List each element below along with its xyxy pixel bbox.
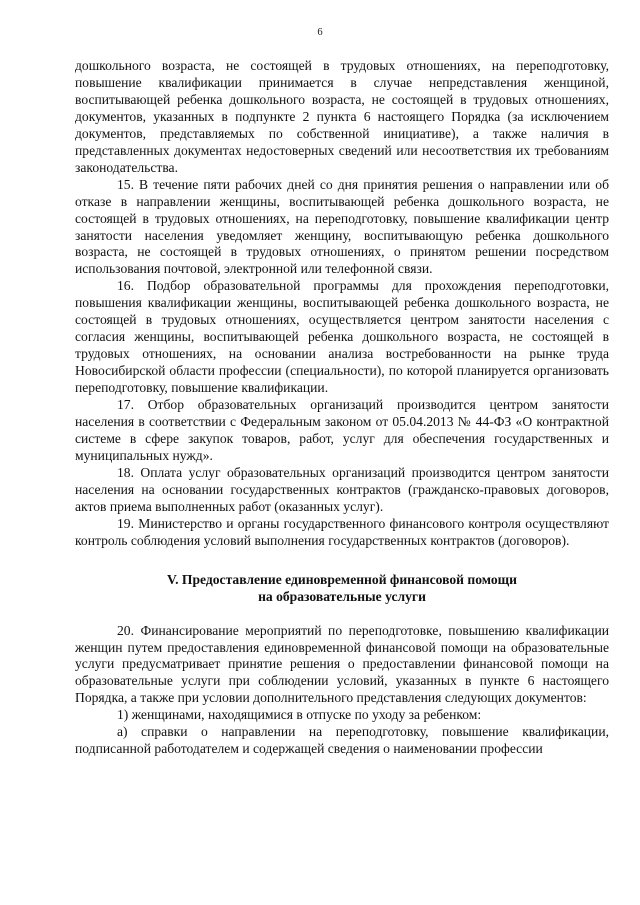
section-heading-line-1: V. Предоставление единовременной финансовой помощи	[167, 571, 517, 587]
paragraph-15: 15. В течение пяти рабочих дней со дня принятия решения о направлении или об отказе в направлении женщины, воспитывающей ребенка дошкольного возраста, не состоящей в трудовых отношениях, на переподготовку, повышение квалификации центр занятости населения уведомляет женщину, воспитывающую ребенка дошкольного возраста, не состоящей в трудовых отношениях, о принятом решении посредством использования почтовой, электронной или телефонной связи.	[75, 176, 609, 277]
paragraph-16: 16. Подбор образовательной программы для прохождения переподготовки, повышения квалификации женщины, воспитывающей ребенка дошкольного возраста, не состоящей в трудовых отношениях, осуществляется центром занятости населения с согласия женщины, воспитывающей ребенка дошкольного возраста, не состоящей в трудовых отношениях, на основании анализа востребованности на рынке труда Новосибирской области профессии (специальности), по которой планируется организовать переподготовку, повышение квалификации.	[75, 278, 609, 396]
paragraph-19: 19. Министерство и органы государственного финансового контроля осуществляют контроль соблюдения условий выполнения государственных контрактов (договоров).	[75, 515, 609, 548]
section-heading-line-2: на образовательные услуги	[258, 588, 426, 604]
paragraph-continuation: дошкольного возраста, не состоящей в трудовых отношениях, на переподготовку, повышение квалификации принимается в случае непредставления женщиной, воспитывающей ребенка дошкольного возраста, не состоящей в трудовых отношениях, документов, указанных в подпункте 2 пункта 6 настоящего Порядка (за исключением документов, представляемых по собственной инициативе), а также наличия в представленных документах недостоверных сведений или несоответствия их требованиям законодательства.	[75, 58, 609, 175]
paragraph-20-item-1-a: а) справки о направлении на переподготовку, повышение квалификации, подписанной работодателем и содержащей сведения о наименовании профессии	[75, 724, 609, 757]
paragraph-17: 17. Отбор образовательных организаций производится центром занятости населения в соответствии с Федеральным законом от 05.04.2013 № 44-ФЗ «О контрактной системе в сфере закупок товаров, работ, услуг для обеспечения государственных и муниципальных нужд».	[75, 397, 609, 463]
paragraph-18: 18. Оплата услуг образовательных организаций производится центром занятости населения на основании государственных контрактов (гражданско-правовых договоров, актов приема выполненных работ (оказанных услуг).	[75, 464, 609, 514]
section-heading	[75, 572, 609, 606]
page-number: 6	[317, 27, 323, 38]
paragraph-20: 20. Финансирование мероприятий по переподготовке, повышению квалификации женщин путем предоставления единовременной финансовой помощи на образовательные услуги предусматривает принятие решения о предоставлении финансовой помощи на образовательные услуги при соблюдении условий, указанных в пункте 6 настоящего Порядка, а также при условии дополнительного представления следующих документов:	[75, 622, 609, 706]
paragraph-20-item-1: 1) женщинами, находящимися в отпуске по уходу за ребенком:	[117, 707, 482, 723]
document-body	[75, 58, 609, 758]
